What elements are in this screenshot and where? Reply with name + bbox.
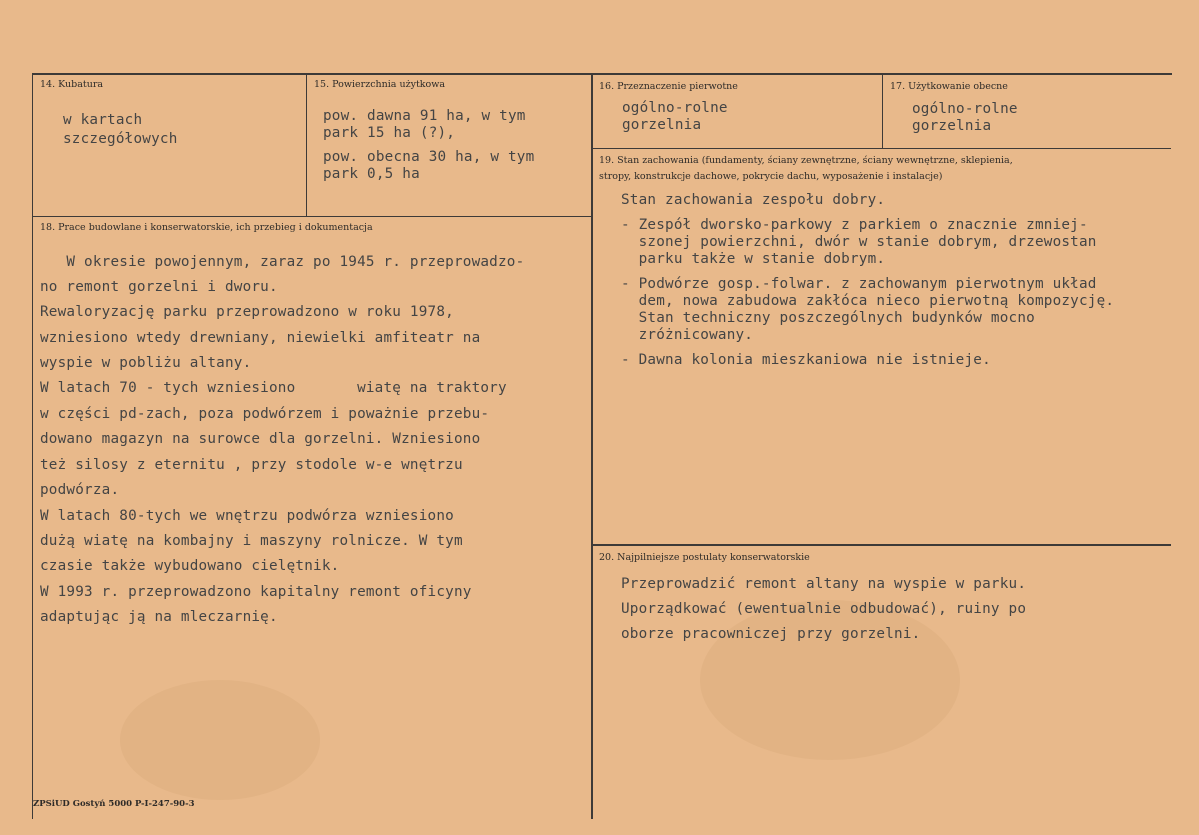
field-18-line: wyspie w pobliżu altany. <box>40 355 252 371</box>
field-19-label: stropy, konstrukcje dachowe, pokrycie dachu, wyposażenie i instalacje) <box>599 171 943 182</box>
divider-row-20 <box>593 544 1171 546</box>
field-18-line: W okresie powojennym, zaraz po 1945 r. przeprowadzo- <box>40 254 525 270</box>
divider-row-19 <box>593 148 1171 149</box>
field-19-line: - Dawna kolonia mieszkaniowa nie istnieje. <box>621 352 991 368</box>
field-16-line: gorzelnia <box>622 117 702 133</box>
field-19-line: - Podwórze gosp.-folwar. z zachowanym pierwotnym układ <box>621 276 1097 292</box>
field-18-line: czasie także wybudowano cielętnik. <box>40 558 340 574</box>
left-border <box>32 73 33 819</box>
paper-stain <box>120 680 320 800</box>
field-17-label: 17. Użytkowanie obecne <box>890 81 1008 92</box>
field-17-line: ogólno-rolne <box>912 101 1018 117</box>
field-20-line: Przeprowadzić remont altany na wyspie w parku. <box>621 576 1027 592</box>
field-18-line: podwórza. <box>40 482 120 498</box>
form-footer-code: ZPSiUD Gostyń 5000 P-I-247-90-3 <box>33 799 195 809</box>
field-18-line: też silosy z eternitu , przy stodole w-e wnętrzu <box>40 457 463 473</box>
field-18-line: W latach 80-tych we wnętrzu podwórza wzniesiono <box>40 508 454 524</box>
field-15-line: pow. obecna 30 ha, w tym <box>323 149 535 165</box>
field-14-line: w kartach <box>63 112 143 128</box>
field-20-label: 20. Najpilniejsze postulaty konserwatorskie <box>599 552 810 563</box>
field-19-line: dem, nowa zabudowa zakłóca nieco pierwotną kompozycję. <box>621 293 1115 309</box>
field-14-line: szczegółowych <box>63 131 178 147</box>
field-19-line: Stan techniczny poszczególnych budynków mocno <box>621 310 1035 326</box>
top-border <box>32 73 1172 75</box>
field-19-line: Stan zachowania zespołu dobry. <box>621 192 886 208</box>
field-18-line: w części pd-zach, poza podwórzem i poważnie przebu- <box>40 406 490 422</box>
field-18-line: dowano magazyn na surowce dla gorzelni. Wzniesiono <box>40 431 481 447</box>
field-20-line: oborze pracowniczej przy gorzelni. <box>621 626 921 642</box>
field-15-line: pow. dawna 91 ha, w tym <box>323 108 526 124</box>
field-15-label: 15. Powierzchnia użytkowa <box>314 79 446 90</box>
field-19-line: zróżnicowany. <box>621 327 754 343</box>
field-20-line: Uporządkować (ewentualnie odbudować), ruiny po <box>621 601 1027 617</box>
field-18-line: dużą wiatę na kombajny i maszyny rolnicze. W tym <box>40 533 463 549</box>
field-19-line: szonej powierzchni, dwór w stanie dobrym, drzewostan <box>621 234 1097 250</box>
field-19-line: - Zespół dworsko-parkowy z parkiem o znacznie zmniej- <box>621 217 1088 233</box>
field-18-line: wzniesiono wtedy drewniany, niewielki amfiteatr na <box>40 330 481 346</box>
divider-center <box>591 74 593 819</box>
field-18-line: adaptując ją na mleczarnię. <box>40 609 278 625</box>
field-18-label: 18. Prace budowlane i konserwatorskie, ich przebieg i dokumentacja <box>40 222 373 233</box>
divider-16-17 <box>882 74 883 148</box>
divider-14-15 <box>306 74 307 217</box>
field-15-line: park 0,5 ha <box>323 166 420 182</box>
field-14-label: 14. Kubatura <box>40 79 104 90</box>
field-17-line: gorzelnia <box>912 118 992 134</box>
field-18-line: no remont gorzelni i dworu. <box>40 279 278 295</box>
paper-stain <box>700 600 960 760</box>
field-16-label: 16. Przeznaczenie pierwotne <box>599 81 738 92</box>
field-18-line: W 1993 r. przeprowadzono kapitalny remont oficyny <box>40 584 472 600</box>
field-16-line: ogólno-rolne <box>622 100 728 116</box>
field-18-line: W latach 70 - tych wzniesiono wiatę na traktory <box>40 380 507 396</box>
field-15-line: park 15 ha (?), <box>323 125 456 141</box>
field-19-label: 19. Stan zachowania (fundamenty, ściany zewnętrzne, ściany wewnętrzne, sklepienia, <box>599 155 1013 166</box>
field-19-line: parku także w stanie dobrym. <box>621 251 886 267</box>
divider-row-18 <box>33 216 592 217</box>
field-18-line: Rewaloryzację parku przeprowadzono w roku 1978, <box>40 304 454 320</box>
